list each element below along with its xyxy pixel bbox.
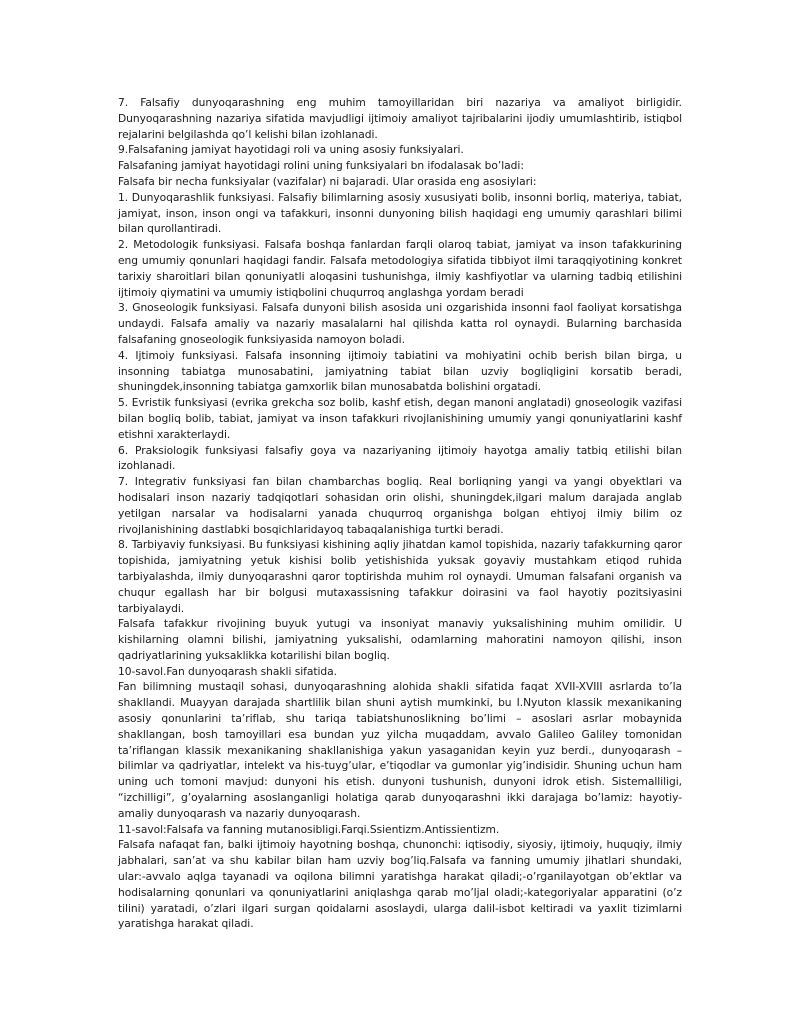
paragraph-function-integrative: 7. Integrativ funksiyasi fan bilan chambarchas bogliq. Real borliqning yangi va yangi obyektlari va hodisalari inson nazariy tadqiqotlari sohasidan orin olishi, shuningdek,ilgari malum darajada anglab yetilgan narsalar va hodisalarni yanada chuqurroq organishga bolgan ehtiyoj ilmiy bilim oz rivojlanishining dastlabki bosqichlaridayoq tabaqalanishiga turtki beradi. bbox=[118, 475, 682, 536]
paragraph-role-intro: Falsafaning jamiyat hayotidagi rolini uning funksiyalari bn ifodalasak bo’ladi: bbox=[118, 159, 524, 173]
paragraph-functions-intro: Falsafa bir necha funksiyalar (vazifalar) ni bajaradi. Ular orasida eng asosiylari: bbox=[118, 174, 537, 188]
heading-q9: 9.Falsafaning jamiyat hayotidagi roli va uning asosiy funksiyalari. bbox=[118, 143, 464, 157]
paragraph-philosophy-achievement: Falsafa tafakkur rivojining buyuk yutugi va insoniyat manaviy yuksalishining muhim omilidir. U kishilarning olamni bilishi, jamiyatning yuksalishi, odamlarning mahoratini namoyon qilishi, inson qadriyatlarining yuksaklikka kotarilishi bilan bogliq. bbox=[118, 617, 682, 662]
paragraph-function-praxiological: 6. Praksiologik funksiyasi falsafiy goya va nazariyaning ijtimoiy hayotga amaliy tatbiq etilishi bilan izohlanadi. bbox=[118, 443, 682, 473]
paragraph-function-heuristic: 5. Evristik funksiyasi (evrika grekcha soz bolib, kashf etish, degan manoni anglatadi) gnoseologik vazifasi bilan bogliq bolib, tabiat, jamiyat va inson tafakkuri rivojlanishining umumiy yangi qonuniyatlarini kashf etishni xarakterlaydi. bbox=[118, 396, 682, 441]
paragraph-function-educational: 8. Tarbiyaviy funksiyasi. Bu funksiyasi kishining aqliy jihatdan kamol topishida, nazariy tafakkurning qaror topishida, jamiyatning yetuk kishisi bolib yetishishida yuksak goyaviy mustahkam etiqod ruhida tarbiyalashda, ilmiy dunyoqarashni qaror toptirishda muhim rol oynaydi. Umuman falsafani organish va chuqur egallash har bir bolgusi mutaxassisning tafakkur doirasini va faol hayotiy pozitsiyasini tarbiyalaydi. bbox=[118, 538, 682, 615]
heading-q11: 11-savol:Falsafa va fanning mutanosibligi.Farqi.Ssientizm.Antissientizm. bbox=[118, 822, 500, 836]
heading-q10: 10-savol.Fan dunyoqarash shakli sifatida. bbox=[118, 664, 338, 678]
paragraph-function-social: 4. Ijtimoiy funksiyasi. Falsafa insonning ijtimoiy tabiatini va mohiyatini ochib berish bilan birga, u insonning tabiatga munosabatini, jamiyatning tabiat bilan uzviy bogliqligini korsatib beradi, shuningdek,insonning tabiatga gamxorlik bilan munosabatda bolishini orgatadi. bbox=[118, 348, 682, 394]
paragraph-function-worldview: 1. Dunyoqarashlik funksiyasi. Falsafiy bilimlarning asosiy xususiyati bolib, insonni borliq, materiya, tabiat, jamiyat, inson, inson ongi va tafakkuri, insonni dunyoning bilish haqidagi eng umumiy qarashlari bilimi bilan qurollantiradi. bbox=[118, 190, 682, 236]
paragraph-science-worldview: Fan bilimning mustaqil sohasi, dunyoqarashning alohida shakli sifatida faqat XVII-XVIII asrlarda to’la shakllandi. Muayyan darajada shartlilik bilan shuni aytish mumkinki, bu I.Nyuton klassik mexanikaning asosiy qonunlarini ta’riflab, shu tariqa tabiatshunoslikning bo’limi – asoslari asrlar mobaynida shakllangan, bosh tamoyillari esa bundan yuz yilcha muqaddam, avvalo Galileo Galiley tomonidan ta’riflangan klassik mexanikaning shakllanishiga yakun yasaganidan keyin yuz berdi., dunyoqarash – bilimlar va qadriyatlar, intelekt va his-tuyg’ular, e’tiqodlar va gumonlar yig’indisidir. Shuning uchun ham uning uch tomoni mavjud: dunyoni his etish. dunyoni tushunish, dunyoni idrok etish. Sistemalliligi, “izchilligi”, g’oyalarning asoslanganligi holatiga qarab dunyoqarashni ikki darajaga bo’lamiz: hayotiy-amaliy dunyoqarash va nazariy dunyoqarash. bbox=[118, 680, 682, 820]
document-body bbox=[118, 95, 682, 932]
paragraph-function-gnoseological: 3. Gnoseologik funksiyasi. Falsafa dunyoni bilish asosida uni ozgarishida insonni faol faoliyat korsatishga undaydi. Falsafa amaliy va nazariy masalalarni hal qilishda katta rol oynaydi. Bularning barchasida falsafaning gnoseologik funksiyasida namoyon boladi. bbox=[118, 301, 682, 346]
paragraph-philosophy-science: Falsafa nafaqat fan, balki ijtimoiy hayotning boshqa, chunonchi: iqtisodiy, siyosiy, ijtimoiy, huquqiy, ilmiy jabhalari, san’at va shu kabilar bilan ham uzviy bog’liq.Falsafa va fanning umumiy jihatlari shundaki, ular:-avvalo aqlga tayanadi va oqilona bilimni yaratishga harakat qiladi;-o’rganilayotgan ob’ektlar va hodisalarning qonunlari va qonuniyatlarini aniqlashga qarab mo’ljal oladi;-kategoriyalar apparatini (o’z tilini) yaratadi, o’zlari ilgari surgan qoidalarni asoslaydi, ularga dalil-isbot keltiradi va yaxlit tizimlarni yaratishga harakat qiladi. bbox=[118, 838, 682, 931]
paragraph-principle-theory-practice: 7. Falsafiy dunyoqarashning eng muhim tamoyillaridan biri nazariya va amaliyot birligidir. Dunyoqarashning nazariya sifatida mavjudligi ijtimoiy amaliyot tajribalarini ijodiy umumlashtirib, istiqbol rejalarini belgilashda qo’l kelishi bilan izohlanadi. bbox=[118, 96, 682, 141]
paragraph-function-methodological: 2. Metodologik funksiyasi. Falsafa boshqa fanlardan farqli olaroq tabiat, jamiyat va inson tafakkurining eng umumiy qonunlari haqidagi fandir. Falsafa metodologiya sifatida tibbiyot ilmi taraqqiyotining konkret tarixiy sharoitlari bilan qonuniyatli aloqasini tushunishga, ilmiy kashfiyotlar va ularning tadbiq etilishini ijtimoiy qiymatini va umumiy istiqbolini chuqurroq anglashga yordam beradi bbox=[118, 238, 682, 299]
